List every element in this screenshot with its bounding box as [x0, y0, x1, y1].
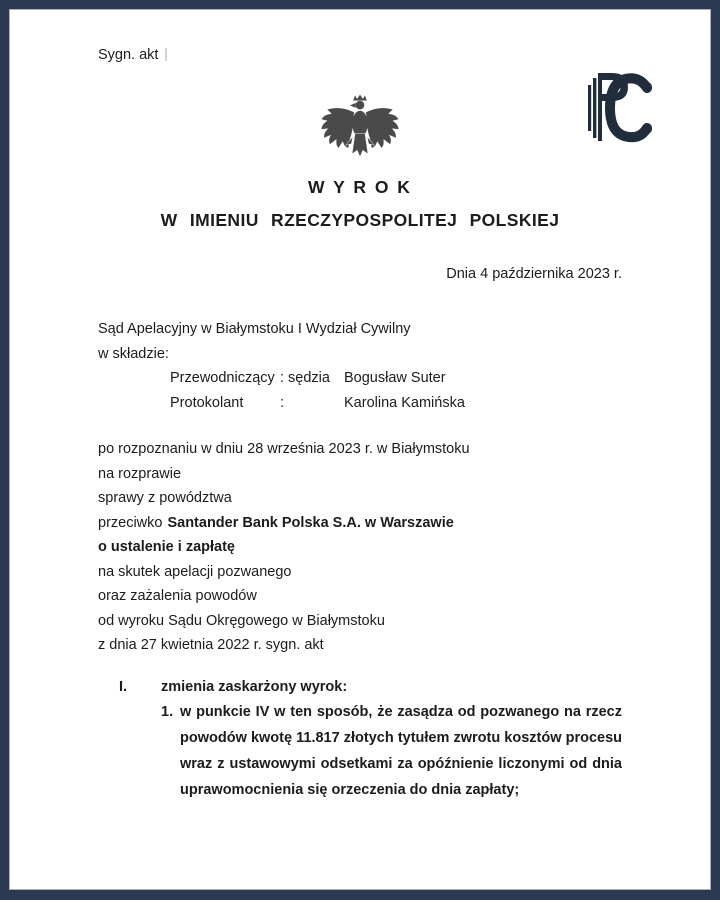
panel-judge-name: Bogusław Suter: [344, 370, 446, 386]
case-description: [98, 437, 622, 658]
ruling-item-marker: I.: [119, 678, 128, 695]
case-line: oraz zażalenia powodów: [98, 588, 257, 604]
case-reference-label: Sygn. akt: [98, 47, 159, 63]
panel-clerk-name: Karolina Kamińska: [344, 394, 465, 411]
panel-table: [170, 366, 622, 415]
composition-intro: w składzie:: [98, 345, 169, 362]
court-name: Sąd Apelacyjny w Białymstoku I Wydział Cywilny: [98, 321, 411, 337]
judgment-page: [9, 9, 711, 890]
case-line-defendant: przeciwko Santander Bank Polska S.A. w Warszawie: [98, 514, 454, 531]
ruling-item-text: zmienia zaskarżony wyrok:: [161, 678, 348, 695]
polish-eagle-emblem: [317, 88, 403, 168]
ruling-sub-item-text: w punkcie IV w ten sposób, że zasądza od pozwanego na rzecz powodów kwotę 11.817 złotych tytułem zwrotu kosztów procesu wraz z ustawowymi odsetkami za opóźnienie liczonymi od dnia uprawomocnienia się orzeczenia do dnia zapłaty;: [180, 704, 622, 798]
ruling-sub-item-marker: 1.: [161, 704, 174, 720]
panel-separator: : sędzia: [280, 370, 330, 386]
pc-monogram-logo: [588, 69, 652, 145]
case-ref-redaction-mark: [165, 48, 167, 61]
ruling-section: [98, 675, 622, 804]
case-line-subject: o ustalenie i zapłatę: [98, 539, 235, 555]
panel-separator: :: [280, 394, 285, 411]
case-reference-line: [98, 43, 622, 68]
case-line: od wyroku Sądu Okręgowego w Białymstoku: [98, 612, 385, 629]
ruling-item-I: [98, 675, 622, 700]
case-line: po rozpoznaniu w dniu 28 września 2023 r. w Białymstoku: [98, 441, 470, 457]
case-line: z dnia 27 kwietnia 2022 r. sygn. akt: [98, 637, 324, 653]
case-line: sprawy z powództwa: [98, 490, 232, 506]
judgment-date: Dnia 4 października 2023 r.: [446, 265, 622, 282]
judgment-title: W Y R O K: [308, 176, 412, 197]
panel-role: Przewodniczący: [170, 370, 275, 386]
judgment-subtitle: W IMIENIU RZECZYPOSPOLITEJ POLSKIEJ: [160, 209, 560, 230]
case-line: na rozprawie: [98, 465, 182, 482]
court-block: [98, 317, 622, 366]
panel-role: Protokolant: [170, 394, 244, 411]
ruling-sub-item-1: [161, 699, 622, 803]
case-line: na skutek apelacji pozwanego: [98, 563, 292, 580]
emblem-container: [98, 88, 622, 168]
